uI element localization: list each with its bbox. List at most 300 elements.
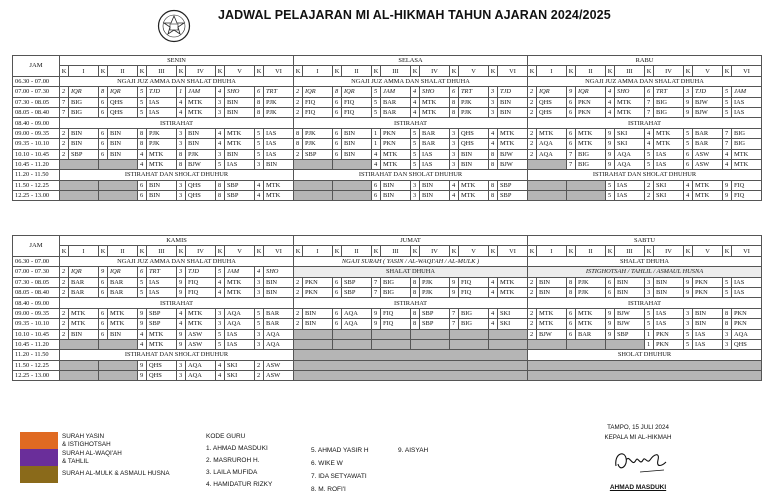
teacher-code-cell: 6: [99, 287, 108, 297]
class-header: I: [69, 66, 99, 76]
teacher-code-cell: 8: [411, 277, 420, 287]
subject-cell: IQR: [108, 87, 138, 97]
subject-cell: BAR: [381, 107, 411, 117]
teacher-code-cell: 9: [606, 329, 615, 339]
subject-cell: PKN: [693, 287, 723, 297]
teacher-code-cell: 4: [255, 267, 264, 277]
teacher-code-cell: 8: [177, 159, 186, 169]
subject-cell: TRT: [147, 267, 177, 277]
subject-cell: MTK: [576, 128, 606, 138]
teacher-code-cell: 2: [528, 107, 537, 117]
teacher-code-cell: 4: [489, 277, 498, 287]
subject-cell: AQA: [615, 159, 645, 169]
teacher-code-cell: 1: [645, 329, 654, 339]
subject-cell: BAR: [264, 308, 294, 318]
subject-cell: PKN: [693, 277, 723, 287]
teacher-code-cell: 2: [528, 329, 537, 339]
time-slot: 11.20 - 11.50: [13, 170, 60, 180]
subject-cell: SBP: [342, 277, 372, 287]
subject-cell: QHS: [108, 107, 138, 117]
time-slot: 09.35 - 10.10: [13, 139, 60, 149]
empty-slot: [333, 329, 372, 339]
legend-label-yasin: SURAH YASIN & ISTIGHOTSAH: [62, 433, 111, 448]
subject-cell: MTK: [537, 319, 567, 329]
subject-cell: IQR: [69, 267, 99, 277]
teacher-code-cell: 4: [684, 180, 693, 190]
schedule-row: [13, 350, 762, 360]
time-slot: 08.40 - 09.00: [13, 118, 60, 128]
subject-cell: BAR: [264, 319, 294, 329]
subject-cell: MTK: [147, 329, 177, 339]
subject-cell: MTK: [225, 128, 255, 138]
teacher-code-cell: 6: [567, 128, 576, 138]
subject-cell: IAS: [147, 97, 177, 107]
teacher-code-cell: 4: [138, 329, 147, 339]
subject-cell: BIG: [732, 128, 762, 138]
subject-cell: BJW: [693, 97, 723, 107]
subject-cell: BIN: [225, 149, 255, 159]
subject-cell: PKN: [576, 107, 606, 117]
teacher-code-cell: 3: [216, 149, 225, 159]
class-header: III: [615, 246, 645, 256]
time-slot: 06.30 - 07.00: [13, 76, 60, 86]
subject-cell: SBP: [498, 191, 528, 201]
teacher-code-cell: 3: [684, 87, 693, 97]
subject-cell: BIN: [537, 287, 567, 297]
class-k-header: K: [216, 66, 225, 76]
subject-cell: QHS: [537, 107, 567, 117]
day-header-row: [13, 236, 762, 246]
activity-cell: NGAJI JUZ AMMA DAN SHALAT DHUHA: [294, 76, 528, 86]
subject-cell: QHS: [108, 97, 138, 107]
subject-cell: SHO: [420, 87, 450, 97]
teacher-code-cell: 6: [567, 319, 576, 329]
teacher-code-cell: 6: [99, 97, 108, 107]
teacher-code-cell: 2: [60, 139, 69, 149]
schedule-row: [13, 191, 762, 201]
subject-cell: BIG: [576, 149, 606, 159]
subject-cell: QHS: [732, 339, 762, 349]
teacher-code-cell: 2: [528, 277, 537, 287]
activity-cell: ISTIRAHAT DAN SHOLAT DHUHUR: [294, 170, 528, 180]
time-slot: 12.25 - 13.00: [13, 191, 60, 201]
subject-cell: MTK: [225, 139, 255, 149]
class-header: II: [342, 66, 372, 76]
teacher-code-cell: 2: [528, 287, 537, 297]
empty-slot: [99, 339, 138, 349]
subject-cell: BIN: [654, 287, 684, 297]
teacher-code-cell: 5: [723, 277, 732, 287]
class-k-header: K: [177, 66, 186, 76]
subject-cell: ASW: [693, 159, 723, 169]
subject-cell: PKN: [303, 287, 333, 297]
subject-cell: SBP: [225, 191, 255, 201]
teacher-code-cell: 6: [333, 287, 342, 297]
teacher-code-cell: 4: [684, 191, 693, 201]
subject-cell: QHS: [459, 139, 489, 149]
subject-cell: IQR: [342, 87, 372, 97]
teacher-code-cell: 4: [216, 87, 225, 97]
subject-cell: MTK: [69, 319, 99, 329]
subject-cell: BIN: [342, 128, 372, 138]
empty-slot: [99, 159, 138, 169]
subject-cell: MTK: [537, 128, 567, 138]
class-k-header: K: [450, 246, 459, 256]
subject-cell: BAR: [576, 329, 606, 339]
subject-cell: TRT: [654, 87, 684, 97]
teacher-code-cell: 3: [177, 371, 186, 381]
class-k-header: K: [138, 246, 147, 256]
subject-cell: BAR: [420, 139, 450, 149]
teacher-code-cell: 2: [528, 87, 537, 97]
subject-cell: BAR: [693, 139, 723, 149]
subject-cell: FIQ: [342, 97, 372, 107]
subject-cell: SBP: [342, 287, 372, 297]
subject-cell: QHS: [186, 191, 216, 201]
teacher-code-cell: 7: [567, 149, 576, 159]
subject-cell: BIN: [108, 139, 138, 149]
subject-cell: IAS: [732, 287, 762, 297]
empty-slot: [60, 360, 99, 370]
subject-cell: IAS: [693, 329, 723, 339]
empty-slot: [60, 191, 99, 201]
teacher-code-cell: 2: [60, 287, 69, 297]
class-k-header: K: [294, 246, 303, 256]
subject-cell: BIN: [342, 149, 372, 159]
empty-slot: [489, 339, 528, 349]
subject-cell: BIG: [459, 319, 489, 329]
teacher-code-cell: 7: [450, 319, 459, 329]
teacher-code-cell: 4: [216, 128, 225, 138]
teacher-code-cell: 5: [411, 149, 420, 159]
teacher-code-cell: 9: [177, 339, 186, 349]
empty-slot: [528, 371, 762, 381]
teacher-code-cell: 6: [138, 267, 147, 277]
teacher-code-cell: 2: [528, 319, 537, 329]
teacher-code-cell: 5: [645, 159, 654, 169]
teacher-code-cell: 3: [177, 139, 186, 149]
activity-cell: ISTIRAHAT: [528, 298, 762, 308]
teacher-code-cell: 4: [723, 159, 732, 169]
subject-cell: MTK: [264, 180, 294, 190]
class-header: V: [459, 246, 489, 256]
legend-swatch-waqiah: [20, 449, 58, 466]
class-header: V: [693, 246, 723, 256]
class-k-header: K: [294, 66, 303, 76]
schedule-row: [13, 170, 762, 180]
teacher-code-cell: 3: [177, 360, 186, 370]
subject-cell: PKN: [576, 97, 606, 107]
teacher-code-cell: 3: [177, 267, 186, 277]
subject-cell: IQR: [576, 87, 606, 97]
teacher-code-cell: 8: [294, 139, 303, 149]
teacher-code-cell: 6: [684, 159, 693, 169]
sign-name: AHMAD MASDUKI: [609, 484, 667, 491]
class-header: III: [381, 66, 411, 76]
signature-icon: [610, 444, 670, 480]
subject-cell: BIN: [147, 180, 177, 190]
class-header-row: [13, 246, 762, 256]
teacher-code-cell: 6: [567, 308, 576, 318]
subject-cell: BJW: [498, 159, 528, 169]
subject-cell: MTK: [264, 191, 294, 201]
subject-cell: FIQ: [459, 287, 489, 297]
teacher-code-cell: 5: [138, 107, 147, 117]
subject-cell: BJW: [498, 149, 528, 159]
subject-cell: AQA: [264, 339, 294, 349]
day-header: RABU: [528, 56, 762, 66]
subject-cell: AQA: [186, 360, 216, 370]
schedule-row: [13, 329, 762, 339]
subject-cell: JAM: [225, 267, 255, 277]
sign-place-date: TAMPO, 15 JULI 2024: [607, 424, 669, 431]
teacher-code-cell: 6: [99, 319, 108, 329]
jam-header: JAM: [13, 236, 60, 257]
subject-cell: IAS: [264, 139, 294, 149]
class-header: V: [459, 66, 489, 76]
teacher-code-cell: 4: [177, 319, 186, 329]
subject-cell: IAS: [420, 149, 450, 159]
schedule-table-senin-rabu: [12, 55, 762, 201]
teacher-code-cell: 6: [567, 329, 576, 339]
class-header: I: [303, 66, 333, 76]
teacher-code-cell: 5: [216, 339, 225, 349]
activity-cell: ISTIGHOTSAH / TAHLIL / ASMAUL HUSNA: [528, 267, 762, 277]
class-k-header: K: [372, 246, 381, 256]
teacher-code-item: 7. IDA SETYAWATI: [311, 473, 367, 480]
teacher-code-cell: 9: [99, 267, 108, 277]
empty-slot: [99, 191, 138, 201]
subject-cell: TRT: [459, 87, 489, 97]
teacher-code-cell: 7: [372, 287, 381, 297]
teacher-code-cell: 7: [372, 277, 381, 287]
subject-cell: IAS: [147, 107, 177, 117]
time-slot: 07.30 - 08.05: [13, 97, 60, 107]
subject-cell: IAS: [264, 149, 294, 159]
teacher-code-cell: 6: [99, 329, 108, 339]
teacher-code-cell: 6: [567, 107, 576, 117]
subject-cell: ASW: [693, 149, 723, 159]
schedule-row: [13, 107, 762, 117]
subject-cell: QHS: [147, 371, 177, 381]
empty-slot: [333, 159, 372, 169]
legend-swatch-mulk: [20, 466, 58, 483]
teacher-code-cell: 6: [333, 308, 342, 318]
teacher-code-cell: 4: [177, 308, 186, 318]
teacher-code-cell: 3: [450, 159, 459, 169]
day-header-row: [13, 56, 762, 66]
teacher-code-cell: 4: [138, 159, 147, 169]
teacher-code-cell: 6: [333, 319, 342, 329]
subject-cell: SBP: [498, 180, 528, 190]
subject-cell: AQA: [225, 319, 255, 329]
class-header: III: [147, 66, 177, 76]
activity-cell: SHALAT DHUHA: [528, 256, 762, 266]
subject-cell: JAM: [732, 87, 762, 97]
class-header: II: [342, 246, 372, 256]
subject-cell: QHS: [186, 180, 216, 190]
teacher-code-cell: 6: [99, 139, 108, 149]
teacher-code-cell: 4: [255, 191, 264, 201]
teacher-code-cell: 1: [372, 139, 381, 149]
class-k-header: K: [645, 66, 654, 76]
teacher-code-cell: 9: [372, 308, 381, 318]
schedule-row: [13, 76, 762, 86]
schedule-row: [13, 360, 762, 370]
subject-cell: AQA: [225, 308, 255, 318]
class-k-header: K: [216, 246, 225, 256]
subject-cell: PJK: [459, 97, 489, 107]
teacher-code-cell: 3: [255, 277, 264, 287]
time-slot: 06.30 - 07.00: [13, 256, 60, 266]
subject-cell: MTK: [381, 149, 411, 159]
schedule-row: [13, 97, 762, 107]
subject-cell: MTK: [615, 97, 645, 107]
schedule-row: [13, 87, 762, 97]
activity-cell: ISTIRAHAT DAN SHOLAT DHUHUR: [60, 350, 294, 360]
teacher-code-cell: 3: [255, 287, 264, 297]
class-header: V: [225, 246, 255, 256]
schedule-row: [13, 371, 762, 381]
class-header: II: [108, 246, 138, 256]
class-k-header: K: [723, 246, 732, 256]
subject-cell: SBP: [303, 149, 333, 159]
teacher-code-cell: 6: [372, 180, 381, 190]
subject-cell: SHO: [615, 87, 645, 97]
class-k-header: K: [411, 66, 420, 76]
class-header: V: [693, 66, 723, 76]
empty-slot: [333, 191, 372, 201]
subject-cell: MTK: [186, 107, 216, 117]
time-slot: 09.00 - 09.35: [13, 308, 60, 318]
teacher-code-cell: 2: [60, 277, 69, 287]
teacher-code-cell: 3: [723, 329, 732, 339]
teacher-code-cell: 2: [528, 97, 537, 107]
empty-slot: [528, 339, 567, 349]
teacher-code-cell: 9: [723, 191, 732, 201]
teacher-code-cell: 9: [177, 329, 186, 339]
teacher-code-cell: 9: [177, 287, 186, 297]
teacher-code-cell: 8: [489, 149, 498, 159]
teacher-code-cell: 2: [60, 308, 69, 318]
empty-slot: [528, 159, 567, 169]
teacher-code-cell: 3: [489, 97, 498, 107]
teacher-code-cell: 9: [606, 128, 615, 138]
time-slot: 07.00 - 07.30: [13, 267, 60, 277]
teacher-code-cell: 7: [450, 308, 459, 318]
teacher-code-cell: 8: [294, 128, 303, 138]
schedule-row: [13, 319, 762, 329]
teacher-code-cell: 4: [177, 97, 186, 107]
legend-label-mulk: SURAH AL-MULK & ASMAUL HUSNA: [62, 470, 170, 477]
teacher-codes-title: KODE GURU: [206, 433, 246, 440]
empty-slot: [606, 339, 645, 349]
subject-cell: BIN: [108, 128, 138, 138]
time-slot: 10.10 - 10.45: [13, 329, 60, 339]
class-header: VI: [732, 66, 762, 76]
subject-cell: SKI: [654, 180, 684, 190]
subject-cell: IQR: [537, 87, 567, 97]
teacher-code-cell: 6: [99, 128, 108, 138]
teacher-code-cell: 7: [645, 97, 654, 107]
teacher-code-cell: 7: [723, 139, 732, 149]
empty-slot: [294, 191, 333, 201]
teacher-code-cell: 9: [684, 107, 693, 117]
teacher-code-cell: 8: [255, 107, 264, 117]
subject-cell: IAS: [225, 329, 255, 339]
teacher-code-cell: 6: [99, 277, 108, 287]
legend: [20, 432, 205, 492]
teacher-code-cell: 2: [294, 149, 303, 159]
day-header: KAMIS: [60, 236, 294, 246]
teacher-code-cell: 3: [216, 308, 225, 318]
subject-cell: BIN: [303, 319, 333, 329]
teacher-code-cell: 4: [723, 149, 732, 159]
teacher-code-cell: 5: [684, 128, 693, 138]
subject-cell: MTK: [498, 128, 528, 138]
teacher-code-cell: 2: [528, 139, 537, 149]
schedule-row: [13, 308, 762, 318]
teacher-code-cell: 2: [255, 371, 264, 381]
class-header: II: [576, 246, 606, 256]
teacher-code-cell: 2: [255, 360, 264, 370]
subject-cell: MTK: [615, 107, 645, 117]
teacher-code-cell: 8: [489, 191, 498, 201]
teacher-code-cell: 3: [216, 107, 225, 117]
school-logo-icon: [157, 9, 191, 43]
subject-cell: PJK: [147, 128, 177, 138]
subject-cell: BIN: [498, 97, 528, 107]
subject-cell: MTK: [108, 308, 138, 318]
subject-cell: MTK: [147, 339, 177, 349]
teacher-code-cell: 8: [138, 139, 147, 149]
subject-cell: AQA: [615, 149, 645, 159]
subject-cell: PKN: [303, 277, 333, 287]
class-k-header: K: [567, 66, 576, 76]
class-k-header: K: [450, 66, 459, 76]
teacher-code-cell: 9: [684, 287, 693, 297]
subject-cell: IAS: [147, 287, 177, 297]
class-header: III: [381, 246, 411, 256]
class-k-header: K: [489, 66, 498, 76]
teacher-code-cell: 4: [450, 191, 459, 201]
jam-header: JAM: [13, 56, 60, 77]
schedule-row: [13, 149, 762, 159]
subject-cell: MTK: [498, 287, 528, 297]
teacher-code-cell: 8: [411, 287, 420, 297]
class-header: IV: [186, 246, 216, 256]
teacher-code-cell: 3: [411, 180, 420, 190]
teacher-code-cell: 8: [450, 97, 459, 107]
teacher-code-cell: 5: [138, 277, 147, 287]
class-header: IV: [186, 66, 216, 76]
subject-cell: BJW: [537, 329, 567, 339]
teacher-code-cell: 4: [216, 287, 225, 297]
teacher-code-cell: 1: [645, 339, 654, 349]
subject-cell: TRT: [264, 87, 294, 97]
subject-cell: MTK: [186, 308, 216, 318]
teacher-code-cell: 8: [450, 107, 459, 117]
subject-cell: TJD: [186, 267, 216, 277]
teacher-code-cell: 2: [60, 128, 69, 138]
teacher-code-cell: 9: [138, 308, 147, 318]
subject-cell: MTK: [186, 319, 216, 329]
class-k-header: K: [333, 246, 342, 256]
schedule-row: [13, 277, 762, 287]
class-k-header: K: [411, 246, 420, 256]
subject-cell: BJW: [186, 159, 216, 169]
empty-slot: [567, 339, 606, 349]
